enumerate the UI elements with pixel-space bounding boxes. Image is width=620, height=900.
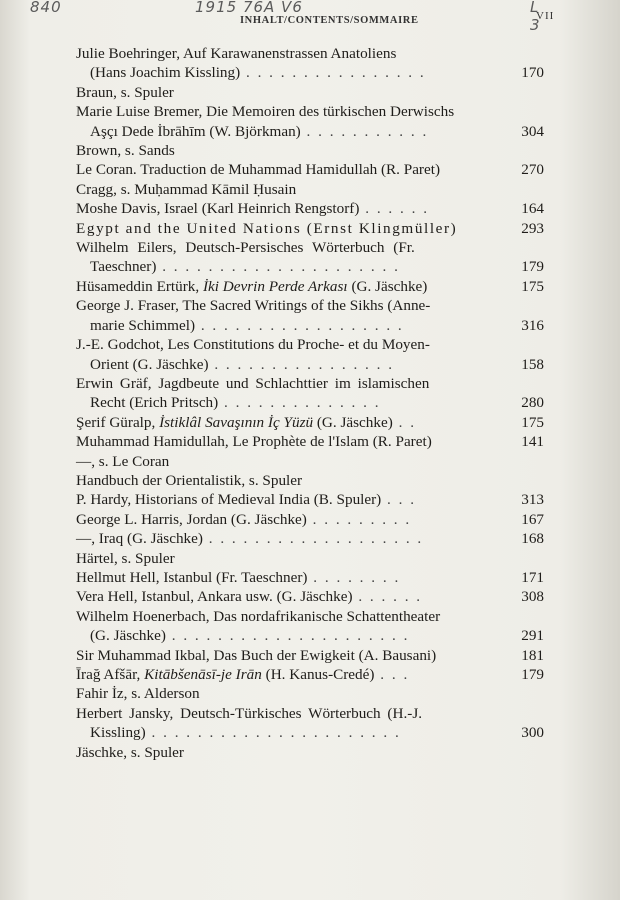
contents-entry (76, 568, 544, 587)
entry-text: Herbert Jansky, Deutsch-Türkisches Wörterbuch (H.-J. (76, 704, 423, 722)
entry-text: Handbuch der Orientalistik, s. Spuler (76, 471, 303, 489)
contents-entry (76, 355, 544, 374)
entry-text: Jäschke, s. Spuler (76, 743, 184, 761)
dot-leader: . . . . . . . . (307, 568, 401, 586)
entry-text: Kissling) (90, 724, 146, 742)
entry-text: —, s. Le Coran (76, 452, 170, 470)
entry-page: 141 (521, 433, 544, 451)
dot-leader: . . . . . . . . . . . . . . . . . . . . . . (145, 724, 401, 742)
entry-text: Härtel, s. Spuler (76, 549, 175, 567)
contents-entry (76, 607, 544, 626)
contents-entry (76, 335, 544, 354)
entry-text: Aşçı Dede İbrāhīm (W. Björkman) (90, 122, 301, 140)
contents-entry (76, 160, 544, 179)
entry-page: 170 (521, 64, 544, 82)
dot-leader: . . . . . . . . . . . . . . . . . . . . . (156, 258, 400, 276)
entry-page: 304 (521, 122, 544, 140)
contents-entry (76, 180, 544, 199)
entry-text: Recht (Erich Pritsch) (90, 394, 219, 412)
entry-text: Julie Boehringer, Auf Karawanenstrassen Anatoliens (76, 45, 397, 62)
entry-text: Erwin Gräf, Jagdbeute und Schlachttier im islamischen (76, 374, 430, 392)
contents-entry (76, 238, 544, 257)
entry-page: 175 (521, 277, 544, 295)
contents-entry (76, 626, 544, 645)
entry-text: Taeschner) (90, 258, 157, 276)
entry-text: (G. Jäschke) (90, 627, 166, 645)
entry-title-italic: Kitābšenāsī-je Irān (144, 666, 262, 683)
entry-text: Hellmut Hell, Istanbul (Fr. Taeschner) (76, 568, 308, 586)
entry-text: George L. Harris, Jordan (G. Jäschke) (76, 510, 307, 528)
page-header: INHALT/CONTENTS/SOMMAIRE (240, 15, 419, 26)
contents-entry (76, 102, 544, 121)
contents-entry (76, 549, 544, 568)
handwritten-note-middle: 1915 76A V6 (195, 0, 303, 16)
entry-page: 293 (521, 219, 544, 237)
dot-leader: . . . . . . . . . . . . . . (218, 394, 381, 412)
contents-entry (76, 199, 544, 218)
entry-page: 291 (521, 627, 544, 645)
contents-entry (76, 432, 544, 451)
contents-entry (76, 257, 544, 276)
entry-page: 300 (521, 724, 544, 742)
contents-entry (76, 316, 544, 335)
dot-leader: . . . . . . . . . . . . . . . . . . . . . (165, 627, 410, 645)
entry-author: Şerif Güralp, (76, 413, 160, 431)
contents-entry (76, 374, 544, 393)
entry-text: Vera Hell, Istanbul, Ankara usw. (G. Jäschke) (76, 588, 353, 606)
contents-entry (76, 141, 544, 160)
contents-entry (76, 413, 544, 432)
entry-text: —, Iraq (G. Jäschke) (76, 530, 203, 548)
entry-text: marie Schimmel) (90, 316, 196, 334)
entry-page: 280 (521, 394, 544, 412)
handwritten-note-right: L 3 (530, 0, 541, 34)
contents-entry (76, 471, 544, 490)
entry-page: 181 (521, 646, 544, 664)
entry-reviewer: (H. Kanus-Credé) (261, 666, 375, 683)
contents-entry (76, 665, 544, 684)
entry-page: 179 (521, 258, 544, 276)
entry-reviewer: (G. Jäschke) (313, 413, 393, 431)
dot-leader: . . . . . . (359, 200, 429, 218)
contents-entry (76, 63, 544, 82)
contents-entry (76, 684, 544, 703)
entry-text: Orient (G. Jäschke) (90, 355, 209, 373)
entry-text: Braun, s. Spuler (76, 83, 174, 101)
contents-entry (76, 646, 544, 665)
entry-page: 158 (521, 355, 544, 373)
entry-page: 167 (521, 510, 544, 528)
entry-text: Cragg, s. Muḥammad Kāmil Ḥusain (76, 180, 297, 198)
page-number: VII (536, 10, 555, 22)
entry-text: Wilhelm Hoenerbach, Das nordafrikanische Schattentheater (76, 607, 441, 625)
contents-entry (76, 743, 544, 762)
contents-list (76, 44, 544, 762)
dot-leader: . . . (381, 491, 417, 509)
entry-page: 316 (521, 316, 544, 334)
dot-leader: . . (392, 413, 416, 431)
dot-leader: . . . . . . (352, 588, 423, 606)
entry-page: 179 (521, 666, 544, 683)
entry-text: Muhammad Hamidullah, Le Prophète de l'Islam (R. Paret) (76, 433, 432, 451)
entry-page: 308 (521, 588, 544, 606)
contents-entry (76, 490, 544, 509)
dot-leader: . . . (374, 666, 410, 683)
entry-text: Marie Luise Bremer, Die Memoiren des türkischen Derwischs (76, 103, 455, 121)
entry-title-italic: İki Devrin Perde Arkası (202, 277, 348, 295)
contents-entry (76, 587, 544, 606)
entry-text: Brown, s. Sands (76, 142, 175, 160)
contents-entry (76, 723, 544, 742)
entry-text (76, 413, 393, 432)
contents-entry (76, 529, 544, 548)
entry-reviewer: (G. Jäschke) (347, 277, 428, 295)
entry-text (76, 665, 374, 684)
entry-text: P. Hardy, Historians of Medieval India (B. Spuler) (76, 491, 382, 509)
entry-page: 171 (521, 568, 544, 586)
entry-text: (Hans Joachim Kissling) (90, 64, 241, 82)
entry-text: Moshe Davis, Israel (Karl Heinrich Rengstorf) (76, 200, 360, 218)
dot-leader: . . . . . . . . . . . . . . . . (208, 355, 395, 373)
entry-author: Īrağ Afšār, (76, 666, 145, 683)
contents-entry (76, 510, 544, 529)
dot-leader: . . . . . . . . . . . . . . . . . . . (202, 530, 424, 548)
contents-entry (76, 83, 544, 102)
entry-page: 270 (521, 161, 544, 179)
entry-text: J.-E. Godchot, Les Constitutions du Proche- et du Moyen- (76, 336, 430, 354)
entry-text: Fahir İz, s. Alderson (76, 685, 200, 703)
handwritten-note-left: 840 (30, 0, 62, 16)
dot-leader: . . . . . . . . . . . (300, 122, 429, 140)
contents-entry (76, 704, 544, 723)
entry-page: 164 (521, 200, 544, 218)
entry-page: 175 (521, 413, 544, 431)
entry-text: Le Coran. Traduction de Muhammad Hamidullah (R. Paret) (76, 161, 441, 179)
entry-text: Egypt and the United Nations (Ernst Klingmüller) (76, 219, 458, 237)
contents-entry (76, 219, 544, 238)
dot-leader: . . . . . . . . . . . . . . . . . . (195, 316, 404, 334)
entry-author: Hüsameddin Ertürk, (76, 277, 203, 295)
contents-entry (76, 452, 544, 471)
contents-entry (76, 122, 544, 141)
entry-text: Wilhelm Eilers, Deutsch-Persisches Wörterbuch (Fr. (76, 239, 415, 257)
contents-entry (76, 44, 544, 63)
contents-entry (76, 393, 544, 412)
dot-leader: . . . . . . . . . (306, 510, 412, 528)
entry-text: George J. Fraser, The Sacred Writings of the Sikhs (Anne- (76, 297, 431, 315)
entry-text: Sir Muhammad Ikbal, Das Buch der Ewigkeit (A. Bausani) (76, 646, 437, 664)
entry-page: 168 (521, 530, 544, 548)
entry-text (76, 277, 427, 296)
contents-entry (76, 296, 544, 315)
entry-title-italic: İstiklâl Savaşının İç Yüzü (159, 413, 314, 431)
contents-entry (76, 277, 544, 296)
entry-page: 313 (521, 491, 544, 509)
dot-leader: . . . . . . . . . . . . . . . . (240, 64, 426, 82)
